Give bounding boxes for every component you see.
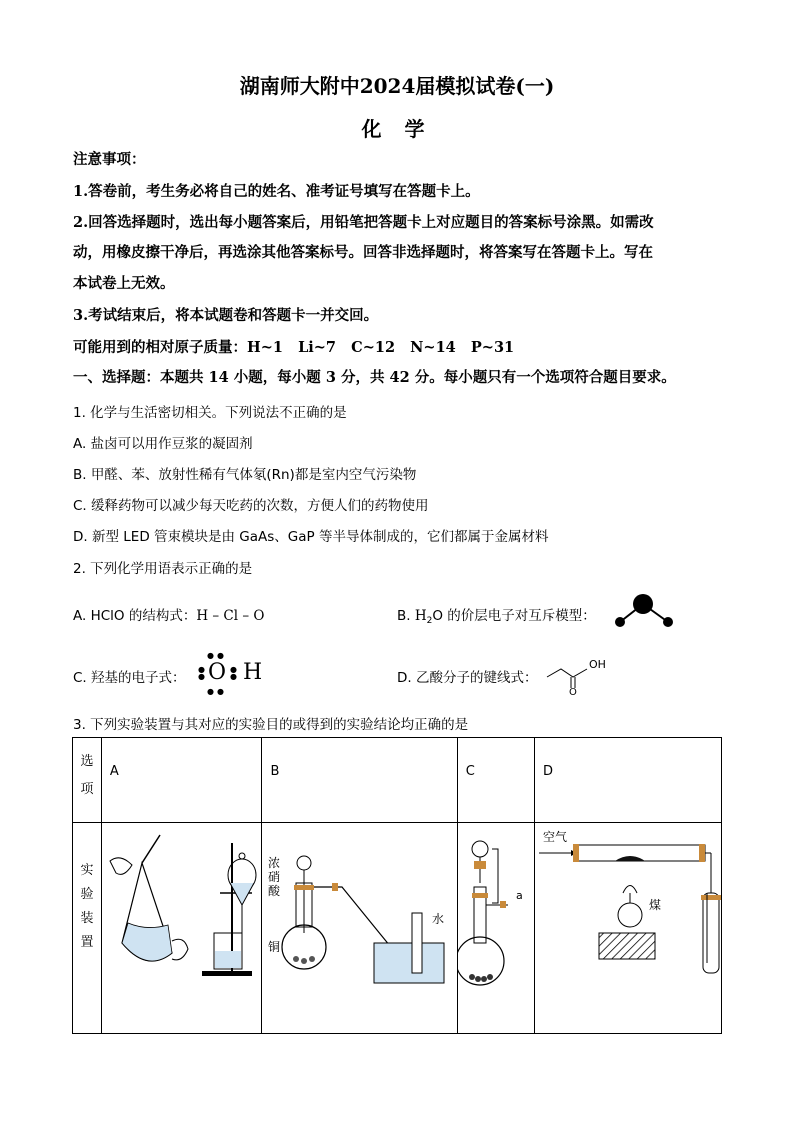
page-title: 湖南师大附中2024届模拟试卷(一) — [239, 74, 555, 98]
q1-option-a: A. 盐卤可以用作豆浆的凝固剂 — [73, 436, 253, 452]
svg-text:浓: 浓 — [268, 856, 281, 870]
svg-text:酸: 酸 — [268, 884, 281, 898]
notice-item-3: 3.考试结束后，将本试题卷和答题卡一并交回。 — [73, 307, 379, 324]
q2-option-c: C. 羟基的电子式： — [73, 670, 186, 686]
svg-text:水: 水 — [432, 912, 445, 926]
q1-option-c: C. 缓释药物可以减少每天吃药的次数，方便人们的药物使用 — [73, 498, 429, 514]
svg-text:a: a — [515, 889, 523, 902]
svg-text:铜: 铜 — [268, 940, 281, 954]
q2-option-d: D. 乙酸分子的键线式： — [397, 670, 538, 686]
apparatus-c — [457, 823, 534, 1034]
q2-stem: 2. 下列化学用语表示正确的是 — [73, 561, 253, 577]
q2-option-b — [397, 604, 596, 626]
oxygen-symbol: O — [208, 660, 227, 685]
col-header-b: B — [262, 738, 457, 823]
q2-option-a — [73, 604, 264, 624]
q3-stem: 3. 下列实验装置与其对应的实验目的或得到的实验结论均正确的是 — [73, 717, 469, 733]
notice-item-1: 1.答卷前，考生务必将自己的姓名、准考证号填写在答题卡上。 — [73, 183, 480, 200]
q3-table — [72, 737, 722, 1034]
acetic-acid-skeletal-formula — [543, 655, 623, 695]
carbonyl-o-label: O — [569, 687, 577, 695]
notice-item-2-end: 本试卷上无效。 — [73, 275, 175, 292]
right-electron-pair: ● ● — [230, 665, 237, 681]
notice-heading: 注意事项： — [73, 151, 146, 168]
top-electron-pair: ●● — [207, 651, 227, 660]
q2-b-rest: O 的价层电子对互斥模型： — [432, 608, 596, 624]
bottom-electron-pair: ●● — [207, 687, 227, 696]
hydrogen-symbol: H — [243, 660, 263, 685]
svg-text:硝: 硝 — [268, 870, 281, 884]
svg-text:空气: 空气 — [543, 830, 568, 844]
section-heading: 一、选择题：本题共 14 小题，每小题 3 分，共 42 分。每小题只有一个选项符合题目要求。 — [73, 369, 676, 386]
notice-item-2: 2.回答选择题时，选出每小题答案后，用铅笔把答题卡上对应题目的答案标号涂黑。如需改 — [73, 214, 654, 231]
vsepr-model-diagram — [605, 590, 685, 632]
left-electron-pair: ● ● — [198, 665, 205, 681]
q2-a-label: A. HClO 的结构式： — [73, 608, 197, 624]
notice-item-2-cont: 动，用橡皮擦干净后，再选涂其他答案标号。回答非选择题时，将答案写在答题卡上。写在 — [73, 244, 653, 261]
hydroxyl-electron-formula — [198, 652, 278, 696]
nitric-acid-copper-diagram — [262, 823, 450, 997]
row-label-apparatus: 实 验 装 置 — [73, 823, 102, 1034]
row-label-option: 选 项 — [73, 738, 102, 823]
separatory-funnel-diagram — [102, 823, 260, 997]
coal-combustion-diagram — [535, 823, 721, 997]
q2-b-label: B. — [397, 608, 411, 624]
col-header-d: D — [535, 738, 722, 823]
q2-a-formula: H – Cl – O — [196, 608, 265, 624]
apparatus-d — [535, 823, 722, 1034]
apparatus-b — [262, 823, 457, 1034]
flask-dropping-funnel-diagram — [458, 823, 528, 997]
oh-label: OH — [589, 658, 606, 671]
svg-text:煤: 煤 — [649, 898, 662, 912]
q1-option-d: D. 新型 LED 管束模块是由 GaAs、GaP 等半导体制成的，它们都属于金属材料 — [73, 529, 549, 545]
q1-stem: 1. 化学与生活密切相关。下列说法不正确的是 — [73, 405, 347, 421]
col-header-a: A — [101, 738, 262, 823]
atomic-masses: 可能用到的相对原子质量：H~1 Li~7 C~12 N~14 P~31 — [73, 339, 515, 356]
q1-option-b: B. 甲醛、苯、放射性稀有气体氡(Rn)都是室内空气污染物 — [73, 467, 417, 483]
q2-b-h: H — [414, 608, 427, 624]
col-header-c: C — [457, 738, 534, 823]
apparatus-a — [101, 823, 262, 1034]
subject-title: 化 学 — [361, 117, 433, 141]
q2-b-sub: 2 — [426, 616, 433, 626]
